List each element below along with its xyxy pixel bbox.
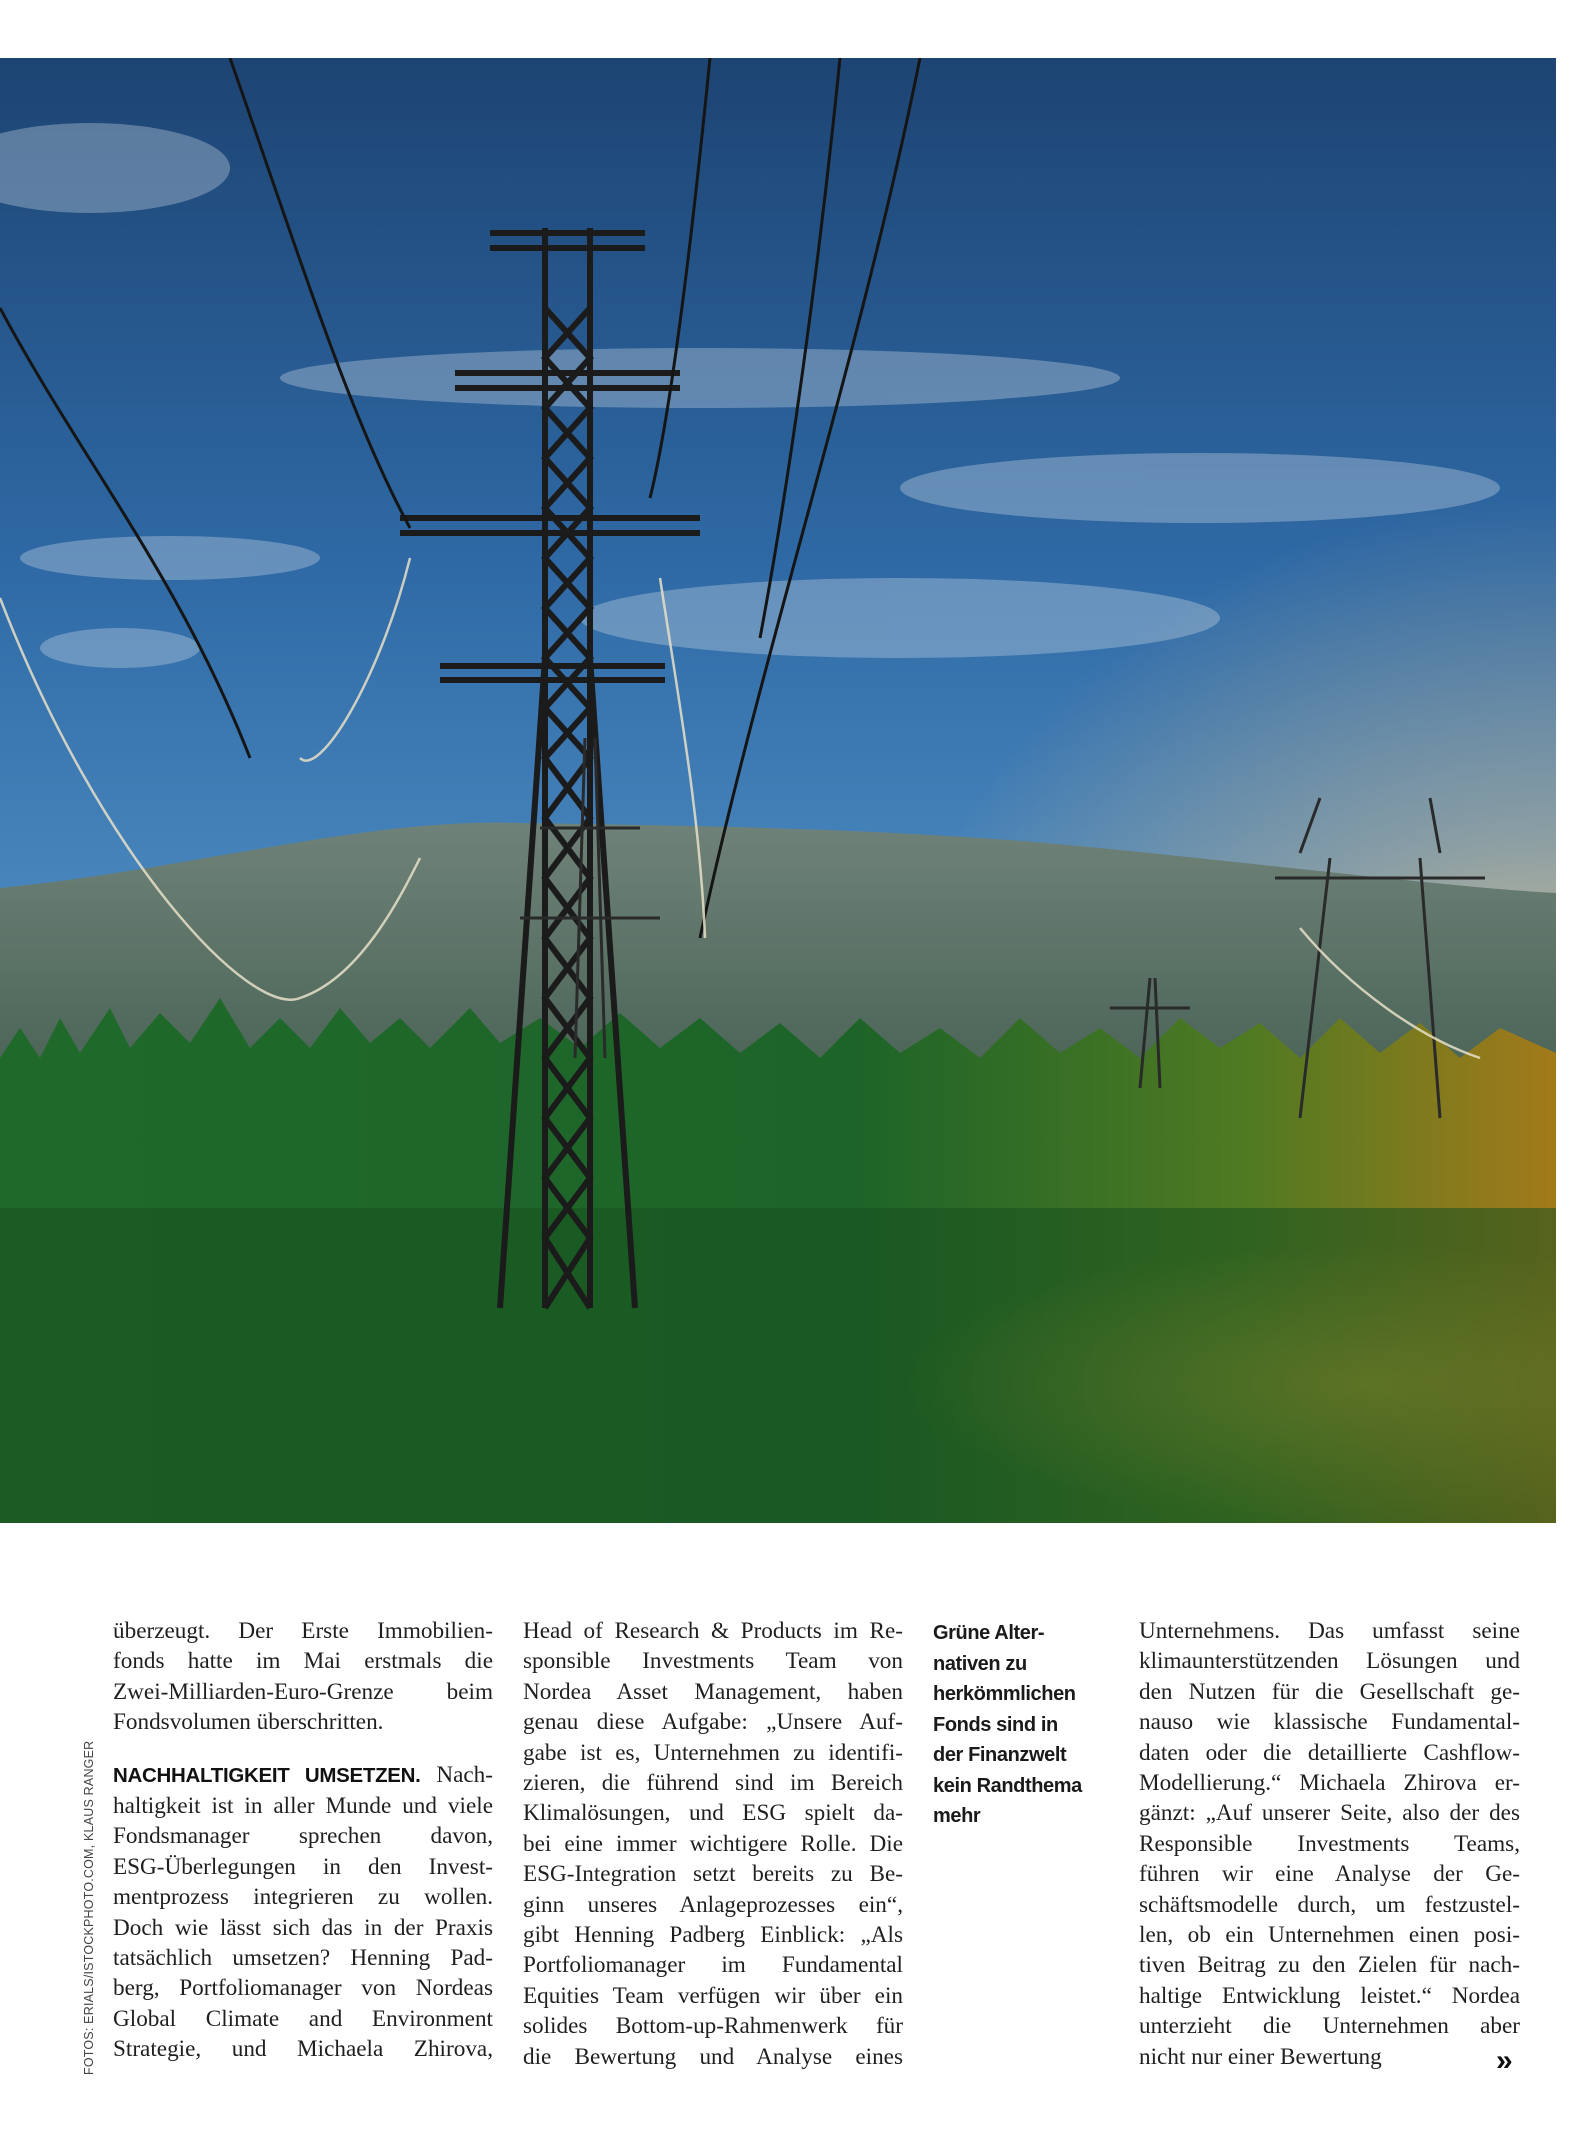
text-line: tatsächlich umsetzen? Henning Pad- bbox=[113, 1945, 493, 1972]
text-line: Unternehmens. Das umfasst seine bbox=[1139, 1618, 1520, 1644]
text-line: Equities Team verfügen wir über ein bbox=[523, 1982, 903, 2009]
text-line: nauso wie klassische Fundamental- bbox=[1139, 1709, 1520, 1736]
text-line: Nordea Asset Management, haben bbox=[523, 1678, 903, 1705]
continue-arrow-icon: » bbox=[1496, 2044, 1513, 2077]
text-line: berg, Portfoliomanager von Nordeas bbox=[113, 1975, 493, 2002]
text-line: Klimalösungen, und ESG spielt da- bbox=[523, 1800, 903, 1827]
photo-credit: FOTOS: ERIALS/ISTOCKPHOTO.COM, KLAUS RANGER bbox=[82, 1740, 96, 2075]
text-line: len, ob ein Unternehmen einen posi- bbox=[1139, 1922, 1520, 1949]
text-line: mentprozess integrieren zu wollen. bbox=[113, 1884, 493, 1911]
text-line: gänzt: „Auf unserer Seite, also der des bbox=[1139, 1800, 1520, 1827]
text-line: genau diese Aufgabe: „Unsere Auf- bbox=[523, 1709, 903, 1736]
paragraph-1 bbox=[113, 1616, 493, 1738]
pull-quote-line: Fonds sind in bbox=[933, 1713, 1058, 1736]
text-line: zieren, die führend sind im Bereich bbox=[523, 1770, 903, 1797]
text-line: ESG-Überlegungen in den Invest- bbox=[113, 1853, 493, 1880]
paragraph-2 bbox=[113, 1760, 493, 2065]
text-column-2 bbox=[523, 1616, 903, 2072]
text-line: gibt Henning Padberg Einblick: „Als bbox=[523, 1922, 903, 1949]
text-line: haltige Entwicklung leistet.“ Nordea bbox=[1139, 1982, 1520, 2009]
text-line: bei eine immer wichtigere Rolle. Die bbox=[523, 1830, 903, 1857]
pull-quote-line: der Finanzwelt bbox=[933, 1744, 1067, 1766]
text-line: Fondsvolumen überschritten. bbox=[113, 1709, 384, 1736]
text-line: überzeugt. Der Erste Immobilien- bbox=[113, 1618, 493, 1644]
text-line: tiven Beitrag zu den Zielen für nach- bbox=[1139, 1952, 1520, 1979]
text-line: schäftsmodelle durch, um festzustel- bbox=[1139, 1891, 1520, 1918]
text-line bbox=[113, 1760, 493, 1791]
text-line: führen wir eine Analyse der Ge- bbox=[1139, 1861, 1520, 1888]
pull-quote-line: kein Randthema bbox=[933, 1774, 1082, 1797]
text-line: Doch wie lässt sich das in der Praxis bbox=[113, 1914, 493, 1941]
text-line: Head of Research & Products im Re- bbox=[523, 1618, 903, 1644]
text-column-4 bbox=[1139, 1616, 1520, 2072]
text-line: Responsible Investments Teams, bbox=[1139, 1830, 1520, 1857]
pull-quote-line: mehr bbox=[933, 1805, 981, 1827]
text-line: unterzieht die Unternehmen aber bbox=[1139, 2013, 1520, 2040]
text-line: sponsible Investments Team von bbox=[523, 1648, 903, 1675]
text-column-1 bbox=[113, 1616, 493, 2065]
text-line: die Bewertung und Analyse eines bbox=[523, 2043, 903, 2070]
pull-quote-line: herkömmlichen bbox=[933, 1683, 1076, 1705]
text-line: Fondsmanager sprechen davon, bbox=[113, 1823, 493, 1850]
text-fragment: Nach- bbox=[436, 1761, 493, 1788]
pull-quote bbox=[933, 1618, 1103, 1832]
text-line: ESG-Integration setzt bereits zu Be- bbox=[523, 1861, 903, 1888]
text-line: solides Bottom-up-Rahmenwerk für bbox=[523, 2013, 903, 2040]
text-line: Strategie, und Michaela Zhirova, bbox=[113, 2036, 493, 2063]
text-line: fonds hatte im Mai erstmals die bbox=[113, 1648, 493, 1675]
text-line: nicht nur einer Bewertung bbox=[1139, 2043, 1382, 2070]
text-line: Global Climate and Environment bbox=[113, 2005, 493, 2032]
text-line: ginn unseres Anlageprozesses ein“, bbox=[523, 1891, 903, 1918]
text-line: haltigkeit ist in aller Munde und viele bbox=[113, 1793, 493, 1820]
run-in-heading: NACHHALTIGKEIT UMSETZEN. bbox=[113, 1763, 421, 1787]
text-line: den Nutzen für die Gesellschaft ge- bbox=[1139, 1678, 1520, 1705]
text-line: Modellierung.“ Michaela Zhirova er- bbox=[1139, 1770, 1520, 1797]
text-line: klimaunterstützenden Lösungen und bbox=[1139, 1648, 1520, 1675]
paragraph-4 bbox=[1139, 1616, 1520, 2072]
pull-quote-line: nativen zu bbox=[933, 1652, 1027, 1675]
text-line: daten oder die detaillierte Cashflow- bbox=[1139, 1739, 1520, 1766]
text-line: gabe ist es, Unternehmen zu identifi- bbox=[523, 1739, 903, 1766]
paragraph-3 bbox=[523, 1616, 903, 2072]
pull-quote-line: Grüne Alter- bbox=[933, 1622, 1045, 1644]
hero-photo bbox=[0, 58, 1556, 1523]
text-line: Portfoliomanager im Fundamental bbox=[523, 1952, 903, 1979]
power-line-pylons-forest-photo bbox=[0, 58, 1556, 1523]
text-line: Zwei-Milliarden-Euro-Grenze beim bbox=[113, 1678, 493, 1705]
